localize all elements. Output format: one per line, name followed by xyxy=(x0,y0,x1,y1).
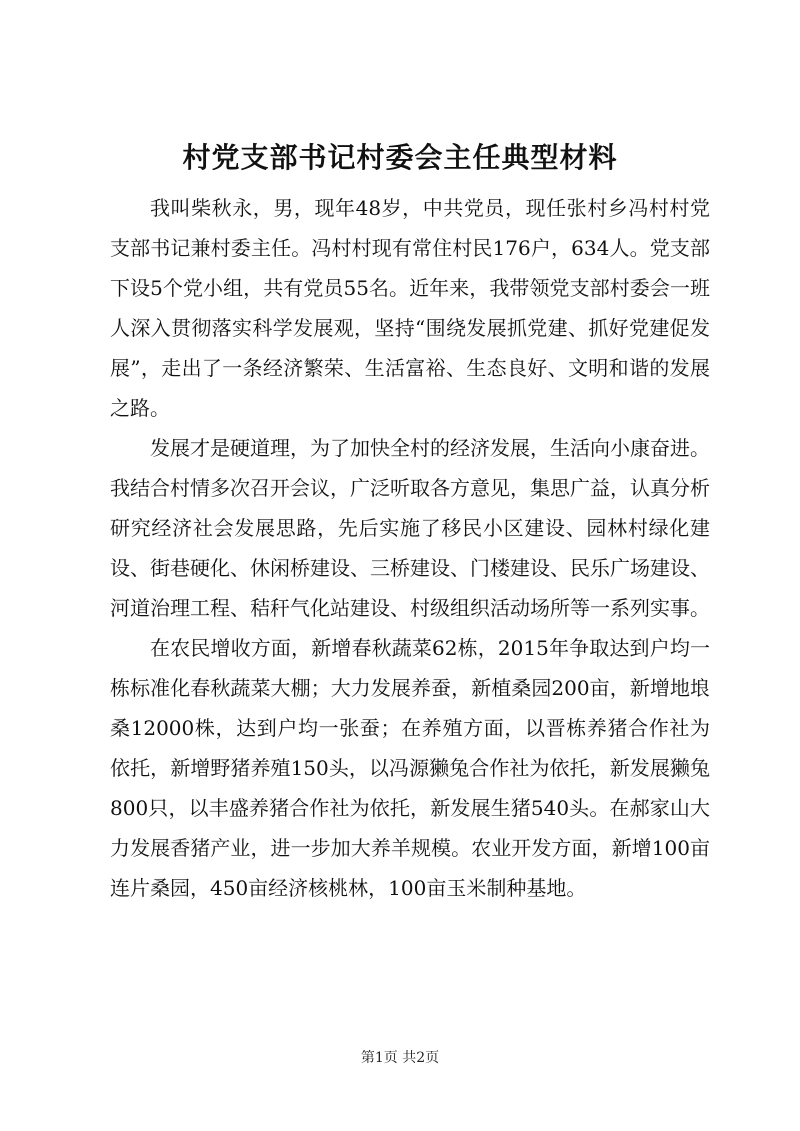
paragraph-1: 我叫柴秋永，男，现年48岁，中共党员，现任张村乡冯村村党支部书记兼村委主任。冯村村现有常住村民176户，634人。党支部下设5个党小组，共有党员55名。近年来，我带领党支部村委会一班人深入贯彻落实科学发展观，坚持“围绕发展抓党建、抓好党建促发展”，走出了一条经济繁荣、生活富裕、生态良好、文明和谐的发展之路。 xyxy=(110,196,710,420)
page-number-footer: 第1页 共2页 xyxy=(360,1050,440,1066)
document-body xyxy=(110,188,710,908)
paragraph-3: 在农民增收方面，新增春秋蔬菜62栋，2015年争取达到户均一栋标准化春秋蔬菜大棚；大力发展养蚕，新植桑园200亩，新增地埌桑12000株，达到户均一张蚕；在养殖方面，以晋栋养猪合作社为依托，新增野猪养殖150头，以冯源獭兔合作社为依托，新发展獭兔800只，以丰盛养猪合作社为依托，新发展生猪540头。在郝家山大力发展香猪产业，进一步加大养羊规模。农业开发方面，新增100亩连片桑园，450亩经济核桃林，100亩玉米制种基地。 xyxy=(110,636,710,900)
document-title: 村党支部书记村委会主任典型材料 xyxy=(182,141,618,174)
paragraph-2: 发展才是硬道理，为了加快全村的经济发展，生活向小康奋进。我结合村情多次召开会议，广泛听取各方意见，集思广益，认真分析研究经济社会发展思路，先后实施了移民小区建设、园林村绿化建设、街巷硬化、休闲桥建设、三桥建设、门楼建设、民乐广场建设、河道治理工程、秸秆气化站建设、村级组织活动场所等一系列实事。 xyxy=(110,436,710,620)
